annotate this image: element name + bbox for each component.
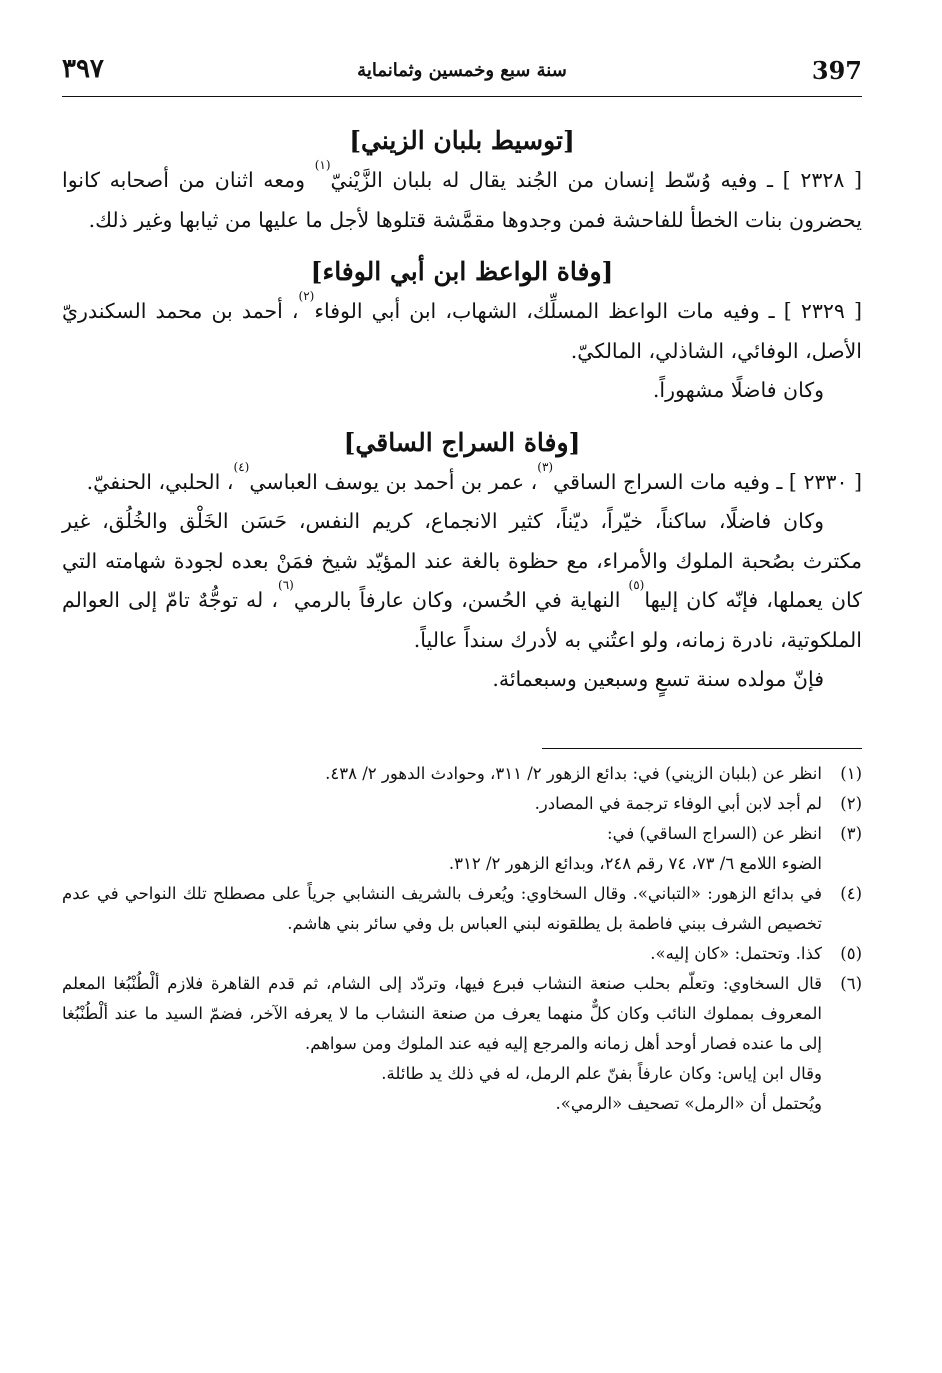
- footnote-text: وقال ابن إياس: وكان عارفاً بفنّ علم الرمل، له في ذلك يد طائلة.: [381, 1063, 822, 1083]
- footnotes: [62, 759, 862, 1119]
- body-paragraph: فإنّ مولده سنة تسعٍ وسبعين وسبعمائة.: [492, 667, 824, 691]
- footnote-text: في بدائع الزهور: «التباني». وقال السخاوي: ويُعرف بالشريف النشابي جرياً على مصطلح تلك النواحي في عدم تخصيص الشرف ببني فاطمة بل يطلقونه لبني العباس بل وفي سائر بني هاشم.: [62, 883, 822, 933]
- footnote-text: انظر عن (السراج الساقي) في:: [607, 823, 822, 843]
- footnote: [62, 969, 862, 1119]
- footnote-divider: [542, 748, 862, 749]
- section-heading: [وفاة الواعظ ابن أبي الوفاء]: [310, 257, 614, 286]
- entry-paragraph: [ ٢٣٣٠ ] ـ وفيه مات السراج الساقي$^{(٣)}$، عمر بن أحمد بن يوسف العباسي$^{(٤)}$، الحلبي، الحنفيّ.: [86, 459, 862, 494]
- body-paragraph: وكان فاضلًا مشهوراً.: [652, 378, 824, 402]
- footnote: [62, 879, 862, 939]
- page-header: [62, 52, 862, 97]
- footnote-number: (٣): [840, 823, 862, 843]
- section-heading: [توسيط بلبان الزيني]: [349, 126, 575, 155]
- footnote-text: قال السخاوي: وتعلّم بحلب صنعة النشاب فبرع فيها، وتردّد إلى الشام، ثم قدم القاهرة فلازم ألْطُنْبُغا المعلم المعروف بمملوك النائب وكان كلٌّ منهما يعرف من صنعة النشاب ما لا يعرفه الآخر، فضمّ السيد ما عند ألْطُنْبُغا إلى ما عنده فصار أوحد أهل زمانه والمرجع إليه فيه عند الملوك ومن سواهم.: [62, 973, 822, 1053]
- footnote: [62, 759, 862, 789]
- footnote-reference: (٢): [298, 289, 315, 303]
- footnote-number: (٢): [840, 793, 862, 813]
- body-paragraph: وكان فاضلًا، ساكناً، خيّراً، ديّناً، كثير الانجماع، كريم النفس، حَسَن الخَلْق والخُلُق، غير مكترث بصُحبة الملوك والأمراء، مع حظوة بالغة عند المؤيّد شيخ فمَنْ بعده لجودة شهامته التي كان يعملها، فإنّه كان إليها$^{(٥)}$ النهاية في الحُسن، وكان عارفاً بالرمي$^{(٦)}$، له توجُّهٌ تامّ إلى العوالم الملكوتية، نادرة زمانه، ولو اعتُني به لأدرك سنداً عالياً.: [62, 509, 863, 652]
- entry-paragraph: [ ٢٣٢٩ ] ـ وفيه مات الواعظ المسلِّك، الشهاب، ابن أبي الوفاء$^{(٢)}$، أحمد بن محمد السكندريّ الأصل، الوفائي، الشاذلي، المالكيّ.: [62, 289, 862, 363]
- section-heading: [وفاة السراج الساقي]: [343, 427, 581, 457]
- footnote-text: كذا. وتحتمل: «كان إليه».: [650, 943, 822, 963]
- footnote-reference: (٦): [278, 578, 294, 592]
- footnote-reference: (٥): [628, 578, 645, 592]
- page-number-arabic: ٣٩٧: [62, 54, 104, 84]
- footnote-reference: (٤): [233, 459, 250, 474]
- footnote-reference: (٣): [537, 459, 554, 474]
- entry-paragraph: [ ٢٣٢٨ ] ـ وفيه وُسّط إنسان من الجُند يقال له بلبان الزَّيْنيّ$^{(١)}$ ومعه اثنان من أصحابه كانوا يحضرون بنات الخطأ للفاحشة فمن وجدوها مقمَّشة قتلوها لأجل ما عليها من ثيابها وغير ذلك.: [62, 158, 862, 232]
- footnote-number: (٤): [840, 883, 862, 903]
- book-page: [62, 52, 862, 1352]
- running-title: سنة سبع وخمسين وثمانماية: [357, 60, 567, 81]
- footnote-number: (٦): [840, 973, 862, 993]
- footnote: [62, 939, 862, 969]
- page-number-latin: 397: [811, 56, 862, 85]
- footnote-reference: (١): [314, 158, 331, 172]
- footnote: [62, 789, 862, 819]
- footnote: [62, 819, 862, 879]
- footnote-text: لم أجد لابن أبي الوفاء ترجمة في المصادر.: [534, 793, 822, 813]
- footnote-text: الضوء اللامع ٦/ ٧٣، ٧٤ رقم ٢٤٨، وبدائع الزهور ٢/ ٣١٢.: [448, 853, 822, 873]
- footnote-text: انظر عن (بلبان الزيني) في: بدائع الزهور ٢/ ٣١١، وحوادث الدهور ٢/ ٤٣٨.: [325, 763, 822, 783]
- footnote-number: (١): [840, 763, 862, 783]
- footnote-text: ويُحتمل أن «الرمل» تصحيف «الرمي».: [555, 1093, 822, 1113]
- footnote-number: (٥): [840, 943, 862, 963]
